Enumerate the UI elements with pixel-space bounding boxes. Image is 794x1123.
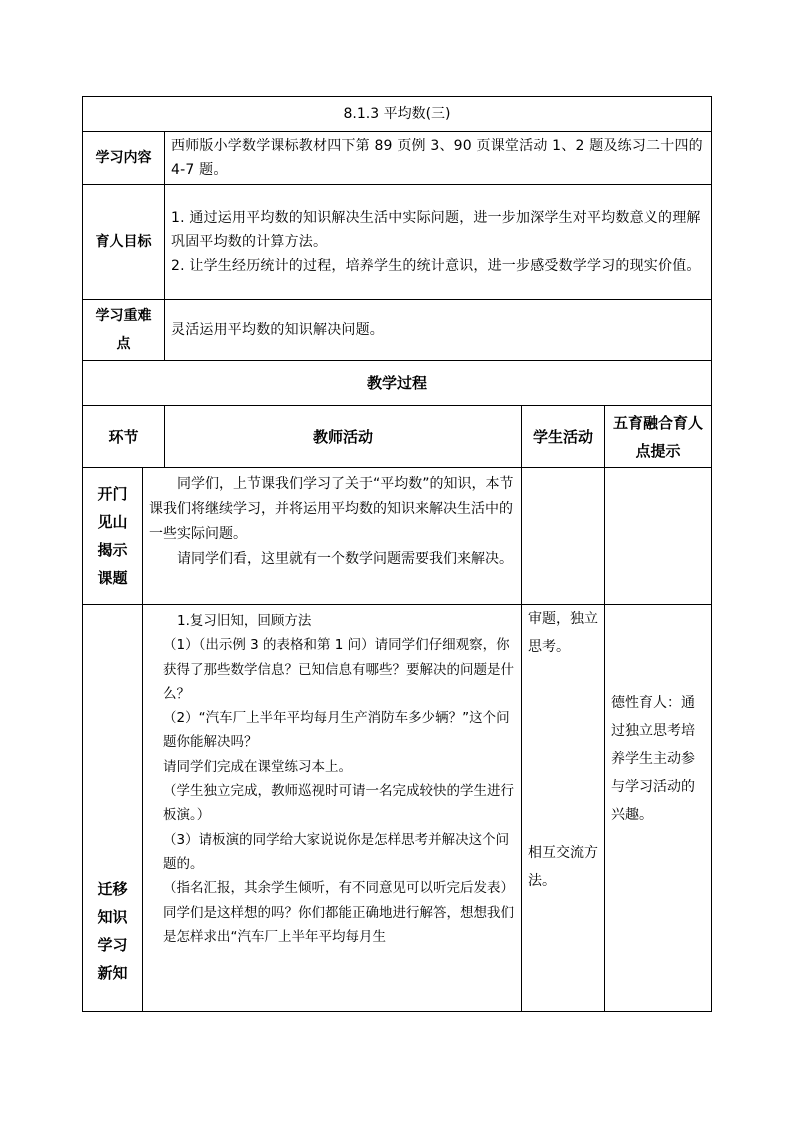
stage2-t3: （2）“汽车厂上半年平均每月生产消防车多少辆？”这个问题你能解决吗？ <box>163 710 510 751</box>
key-label: 学习重难点 <box>83 300 165 361</box>
lesson-plan-sheet <box>82 96 711 1012</box>
lesson-title: 8.1.3 平均数(三) <box>83 97 712 132</box>
stage2-student-2: 相互交流方法。 <box>528 845 598 889</box>
stage1-teacher-p2: 请同学们看，这里就有一个数学问题需要我们来解决。 <box>177 551 513 567</box>
goal-1: 1. 通过运用平均数的知识解决生活中实际问题，进一步加深学生对平均数意义的理解巩固平均数的计算方法。 <box>171 210 701 250</box>
header-teacher: 教师活动 <box>165 406 522 468</box>
goals-cell <box>165 185 712 300</box>
header-stage: 环节 <box>83 406 165 468</box>
stage1-teacher-p1: 同学们，上节课我们学习了关于“平均数”的知识，本节课我们将继续学习，并将运用平均数的知识来解决生活中的一些实际问题。 <box>149 476 514 542</box>
stage2-name: 迁移知识学习新知 <box>83 605 143 1012</box>
stage2-tip: 德性育人：通过独立思考培养学生主动参与学习活动的兴趣。 <box>605 605 712 1012</box>
stage1-tips <box>605 468 712 605</box>
stage2-t5: （学生独立完成，教师巡视时可请一名完成较快的学生进行板演。） <box>163 783 514 824</box>
header-tips: 五育融合育人点提示 <box>605 406 712 468</box>
stage2-t4: 请同学们完成在课堂练习本上。 <box>163 758 352 775</box>
process-title: 教学过程 <box>83 361 712 406</box>
content-text: 西师版小学数学课标教材四下第 89 页例 3、90 页课堂活动 1、2 题及练习二十四的 4-7 题。 <box>165 132 712 185</box>
stage2-t2: （1）（出示例 3 的表格和第 1 问）请同学们仔细观察，你获得了那些数学信息？已知信息有哪些？要解决的问题是什么？ <box>163 637 514 702</box>
stage1-teacher <box>143 468 522 605</box>
key-text: 灵活运用平均数的知识解决问题。 <box>165 300 712 361</box>
stage2-t7: （指名汇报，其余学生倾听，有不同意见可以听完后发表） <box>163 880 514 897</box>
stage2-t8: 同学们是这样想的吗？你们都能正确地进行解答，想想我们是怎样求出“汽车厂上半年平均每月生 <box>163 904 514 945</box>
stage1-name: 开门见山揭示课题 <box>83 468 143 605</box>
goals-label: 育人目标 <box>83 185 165 300</box>
lesson-plan-table <box>82 96 712 1012</box>
stage2-student <box>522 605 605 1012</box>
stage2-student-1: 审题，独立思考。 <box>528 611 598 655</box>
stage2-t1: 1.复习旧知，回顾方法 <box>177 613 312 629</box>
header-student: 学生活动 <box>522 406 605 468</box>
content-label: 学习内容 <box>83 132 165 185</box>
goal-2: 2. 让学生经历统计的过程，培养学生的统计意识，进一步感受数学学习的现实价值。 <box>171 258 701 274</box>
stage1-student <box>522 468 605 605</box>
stage2-teacher <box>143 605 522 1012</box>
stage2-t6: （3）请板演的同学给大家说说你是怎样思考并解决这个问题的。 <box>163 831 510 872</box>
